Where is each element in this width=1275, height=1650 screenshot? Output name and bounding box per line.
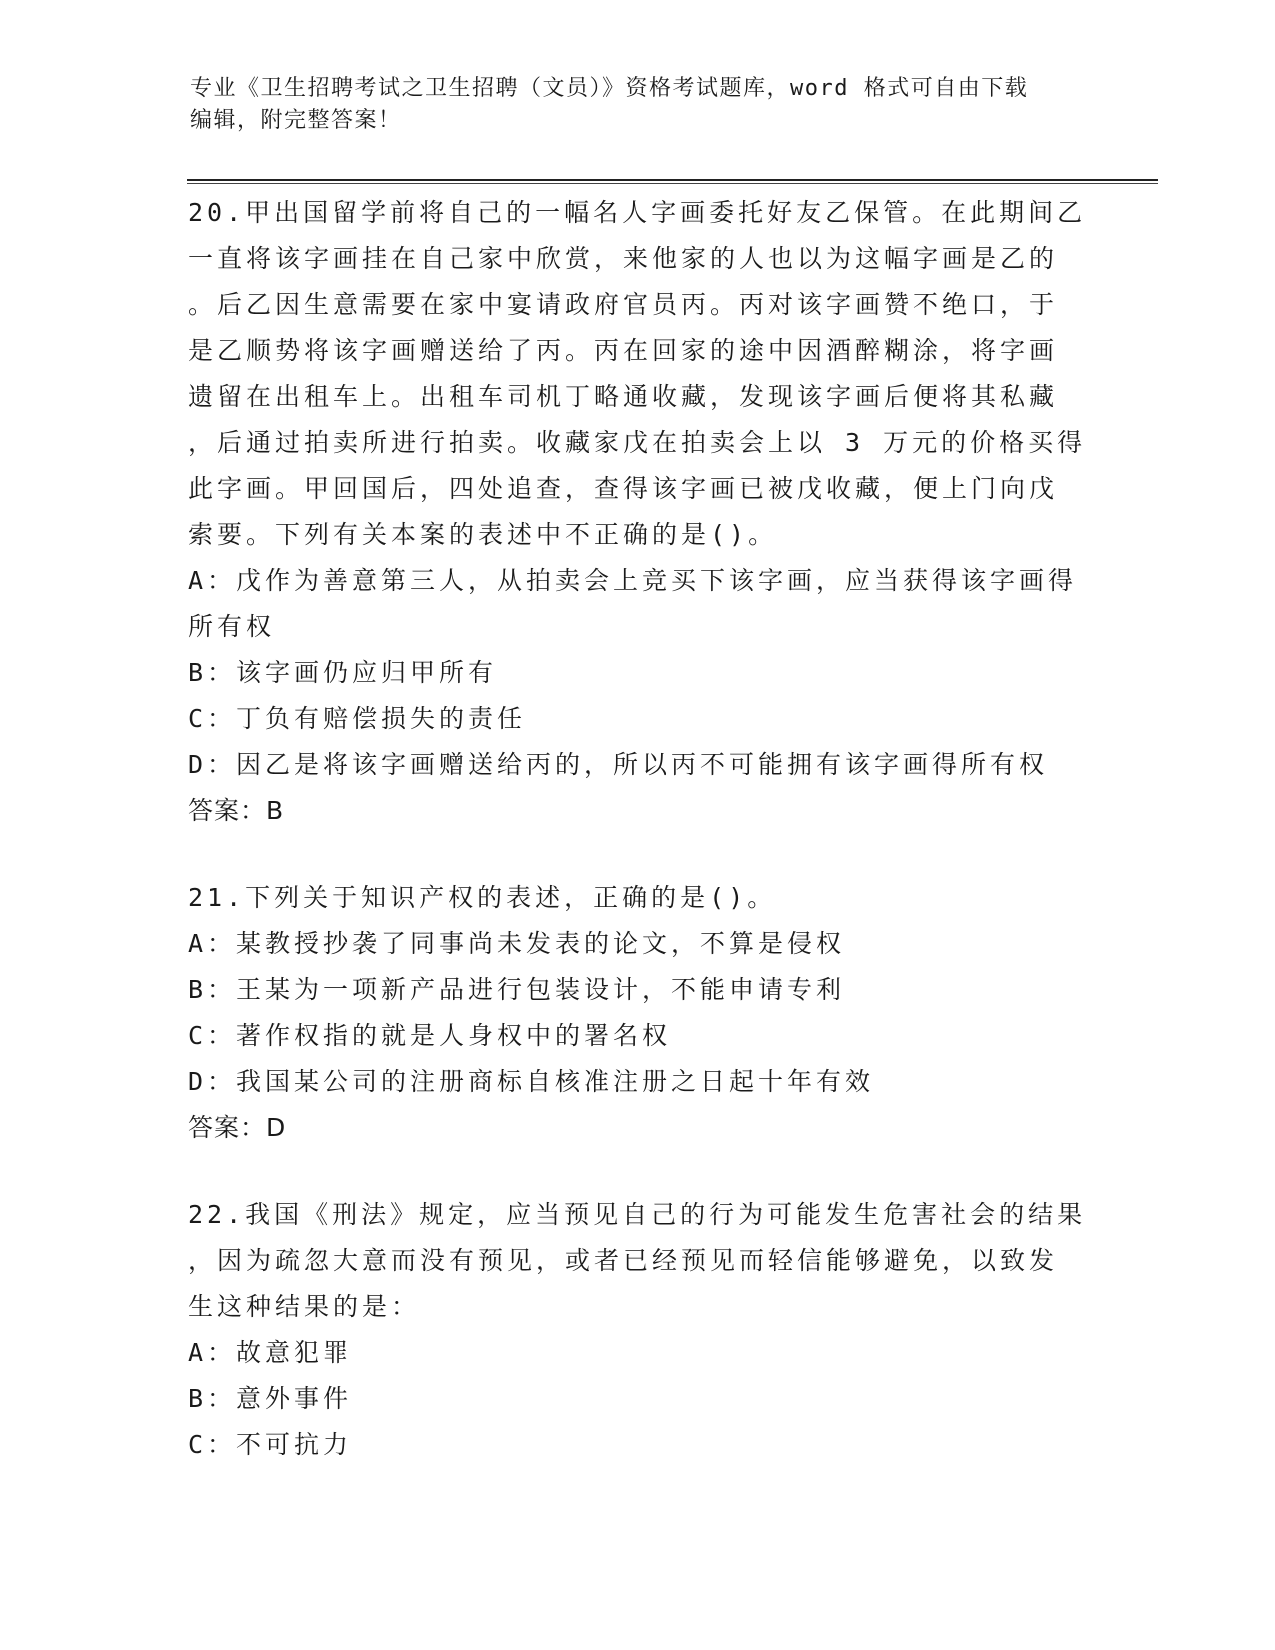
question-stem-line: 22.我国《刑法》规定，应当预见自己的行为可能发生危害社会的结果 <box>188 1200 1087 1229</box>
option-c: C：著作权指的就是人身权中的署名权 <box>188 1021 672 1050</box>
question-stem-line: 。后乙因生意需要在家中宴请政府官员丙。丙对该字画赞不绝口，于 <box>188 290 1059 319</box>
question-stem-line: ，因为疏忽大意而没有预见，或者已经预见而轻信能够避免，以致发 <box>188 1246 1059 1275</box>
option-b: B：该字画仍应归甲所有 <box>188 658 498 687</box>
answer-line: 答案：B <box>188 796 285 825</box>
header-divider-thin <box>187 183 1158 184</box>
option-b: B：意外事件 <box>188 1384 353 1413</box>
option-a: A：故意犯罪 <box>188 1338 353 1367</box>
question-stem-line: 生这种结果的是： <box>188 1292 421 1321</box>
question-stem-line: 21.下列关于知识产权的表述，正确的是()。 <box>188 883 777 912</box>
question-stem-line: 索要。下列有关本案的表述中不正确的是()。 <box>188 520 778 549</box>
option-a-continued: 所有权 <box>188 612 276 641</box>
option-c: C：不可抗力 <box>188 1430 353 1459</box>
question-stem-line: 此字画。甲回国后，四处追查，查得该字画已被戊收藏，便上门向戊 <box>188 474 1059 503</box>
question-list <box>188 190 1088 1509</box>
question-stem-line: 是乙顺势将该字画赠送给了丙。丙在回家的途中因酒醉糊涂，将字画 <box>188 336 1059 365</box>
header-divider-thick <box>187 179 1158 181</box>
document-header: 专业《卫生招聘考试之卫生招聘（文员）》资格考试题库，word 格式可自由下载 编辑，附完整答案！ <box>190 76 1029 133</box>
question-item <box>188 190 1088 834</box>
question-stem-line: 20.甲出国留学前将自己的一幅名人字画委托好友乙保管。在此期间乙 <box>188 198 1087 227</box>
option-c: C：丁负有赔偿损失的责任 <box>188 704 527 733</box>
option-d: D：我国某公司的注册商标自核准注册之日起十年有效 <box>188 1067 875 1096</box>
option-a: A：某教授抄袭了同事尚未发表的论文，不算是侵权 <box>188 929 846 958</box>
question-item <box>188 1192 1088 1468</box>
option-b: B：王某为一项新产品进行包装设计，不能申请专利 <box>188 975 846 1004</box>
option-a: A：戊作为善意第三人，从拍卖会上竞买下该字画，应当获得该字画得 <box>188 566 1078 595</box>
question-stem-line: 遗留在出租车上。出租车司机丁略通收藏，发现该字画后便将其私藏 <box>188 382 1059 411</box>
question-item <box>188 875 1088 1151</box>
question-stem-line: 一直将该字画挂在自己家中欣赏，来他家的人也以为这幅字画是乙的 <box>188 244 1059 273</box>
question-stem-line: ，后通过拍卖所进行拍卖。收藏家戊在拍卖会上以 3 万元的价格买得 <box>188 428 1087 457</box>
answer-line: 答案：D <box>188 1113 287 1142</box>
option-d: D：因乙是将该字画赠送给丙的，所以丙不可能拥有该字画得所有权 <box>188 750 1049 779</box>
